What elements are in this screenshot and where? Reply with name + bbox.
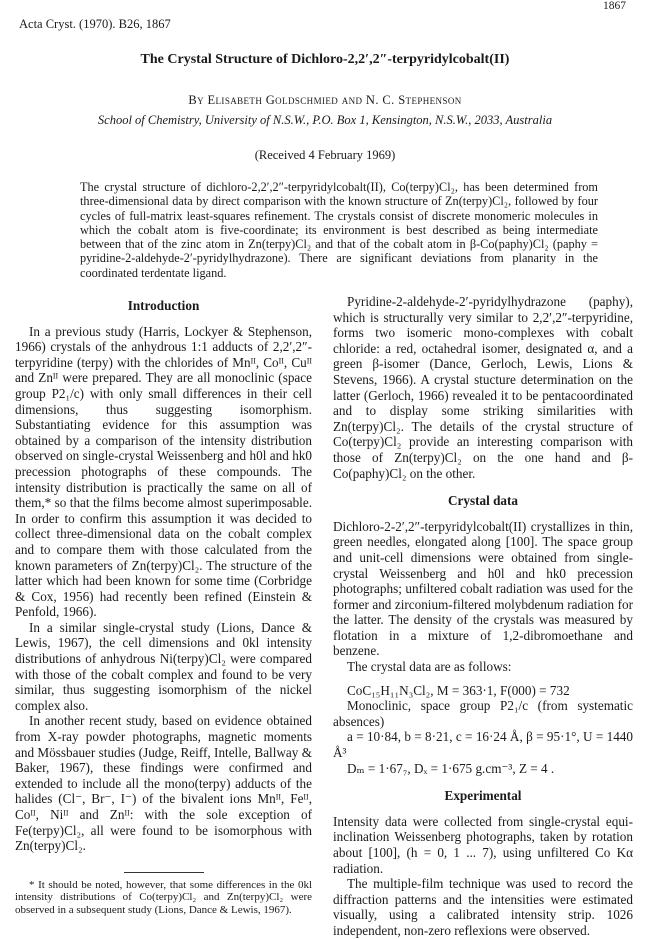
abstract: The crystal structure of dichloro-2,2′,2″-terpyridylcobalt(II), Co(terpy)Cl₂, has been determined from three-dimensional data by direct comparison with the known structure of Zn(terpy)Cl₂, followed by four cycles of full-matrix least-squares refinement. The crystals consist of discrete monomeric molecules in which the cobalt atom is five-coordinate; its environment is best described as being intermediate between that of the zinc atom in Zn(terpy)Cl₂ and that of the cobalt atom in β-Co(paphy)Cl₂ (paphy = pyridine-2-aldehyde-2′-pyridylhydrazone). There are significant deviations from planarity in the coordinated terdentate ligand. xyxy=(80,180,598,280)
affiliation: School of Chemistry, University of N.S.W., P.O. Box 1, Kensington, N.S.W., 2033, Australia xyxy=(97,113,553,127)
crystal-data-heading: Crystal data xyxy=(448,493,518,509)
density-line: Dₘ = 1·67₇, Dₓ = 1·675 g.cm⁻³, Z = 4 . xyxy=(347,760,555,776)
received-date: (Received 4 February 1969) xyxy=(254,148,396,162)
experimental-paragraph-2: The multiple-film technique was used to record the diffraction patterns and the intensities were estimated visually, using a calibrated intensity strip. 1026 independent, non-zero reflexions were observed. xyxy=(333,876,633,938)
cell-dimensions-line: a = 10·84, b = 8·21, c = 16·24 Å, β = 95·1°, U = 1440 Å³ xyxy=(333,729,633,761)
crystal-paragraph-1: Dichloro-2-2′,2″-terpyridylcobalt(II) crystallizes in thin, green needles, elongated along [100]. The space group and unit-cell dimensions were obtained from single-crystal Weissenberg and h0l and hk0 precession photographs; unfiltered cobalt radiation was used for the former and zirconium-filtered molybdenum radiation for the latter. The density of the crystals was measured by flotation in a mixture of 1,2-dibromoethane and benzene. xyxy=(333,518,633,659)
left-column xyxy=(15,294,312,916)
space-group-line: Monoclinic, space group P2₁/c (from systematic absences) xyxy=(333,698,633,729)
paphy-paragraph: Pyridine-2-aldehyde-2′-pyridylhydrazone (paphy), which is structurally very similar to 2,2′,2″-terpyridine, forms two isomeric mono-complexes with cobalt chloride: a red, octahedral isomer, designated α, and a green β-isomer (Dance, Gerloch, Lewis, Lions & Stevens, 1966). A crystal stucture determination on the latter (Gerloch, 1966) revealed it to be pentacoordinated and to display some striking similarities with Zn(terpy)Cl₂. The details of the crystal structure of Co(terpy)Cl₂ provide an interesting comparison with those of Zn(terpy)Cl₂ on the one hand and β-Co(paphy)Cl₂ on the other. xyxy=(333,294,633,481)
footnote: * It should be noted, however, that some differences in the 0kl intensity distributions of Co(terpy)Cl₂ and Zn(terpy)Cl₂ were observed in a subsequent study (Lions, Dance & Lewis, 1967). xyxy=(15,878,312,916)
experimental-paragraph-1: Intensity data were collected from single-crystal equi-inclination Weissenberg photographs, taken by rotation about [100], (h = 0, 1 ... 7), using unfiltered Co Kα radiation. xyxy=(333,813,633,876)
author-line: By Elisabeth Goldschmied and N. C. Stephenson xyxy=(188,93,462,107)
intro-paragraph-3: In another recent study, based on evidence obtained from X-ray powder photographs, magnetic moments and Mössbauer studies (Judge, Reiff, Intelle, Ballway & Baker, 1967), these findings were confirmed and extended to include all the mono(terpy) adducts of the halides (Cl⁻, Br⁻, I⁻) of the bivalent ions Mnᴵᴵ, Feᴵᴵ, Coᴵᴵ, Niᴵᴵ and Znᴵᴵ: with the sole exception of Fe(terpy)Cl₂, all were found to be isomorphous with Zn(terpy)Cl₂. xyxy=(15,713,312,854)
journal-reference: Acta Cryst. (1970). B26, 1867 xyxy=(19,17,171,31)
introduction-heading: Introduction xyxy=(127,298,200,313)
article-title: The Crystal Structure of Dichloro-2,2′,2″-terpyridylcobalt(II) xyxy=(140,52,510,67)
intro-paragraph-2: In a similar single-crystal study (Lions, Dance & Lewis, 1967), the cell dimensions and 0kl intensity distributions of anhydrous Ni(terpy)Cl₂ were compared with those of the cobalt complex and found to be very similar, thus suggesting isomorphism of the nickel complex also. xyxy=(15,619,312,713)
right-column xyxy=(333,294,633,939)
footnote-divider xyxy=(124,872,204,873)
crystal-paragraph-2: The crystal data are as follows: xyxy=(347,659,512,675)
experimental-heading: Experimental xyxy=(444,788,522,804)
page-number: 1867 xyxy=(603,0,626,12)
intro-paragraph-1: In a previous study (Harris, Lockyer & Stephenson, 1966) crystals of the anhydrous 1:1 adducts of 2,2′,2″-terpyridine (terpy) with the chlorides of Mnᴵᴵ, Coᴵᴵ, Cuᴵᴵ and Znᴵᴵ were prepared. They are all monoclinic (space group P2₁/c) with only small differences in their cell dimensions, thus suggesting isomorphism. Substantiating evidence for this assumption was obtained by a comparison of the intensity distribution observed on single-crystal Weissenberg and h0l and hk0 precession photographs of these compounds. The intensity distribution is practically the same on all of them,* so that the films become almost superimposable. In order to confirm this assumption it was decided to collect three-dimensional data on the cobalt complex and to compare them with those calculated from the known parameters of Zn(terpy)Cl₂. The structure of the latter which had been known for some time (Corbridge & Cox, 1956) had recently been refined (Einstein & Penfold, 1966). xyxy=(15,323,312,620)
formula-line: CoC₁₅H₁₁N₃Cl₂, M = 363·1, F(000) = 732 xyxy=(347,682,570,698)
